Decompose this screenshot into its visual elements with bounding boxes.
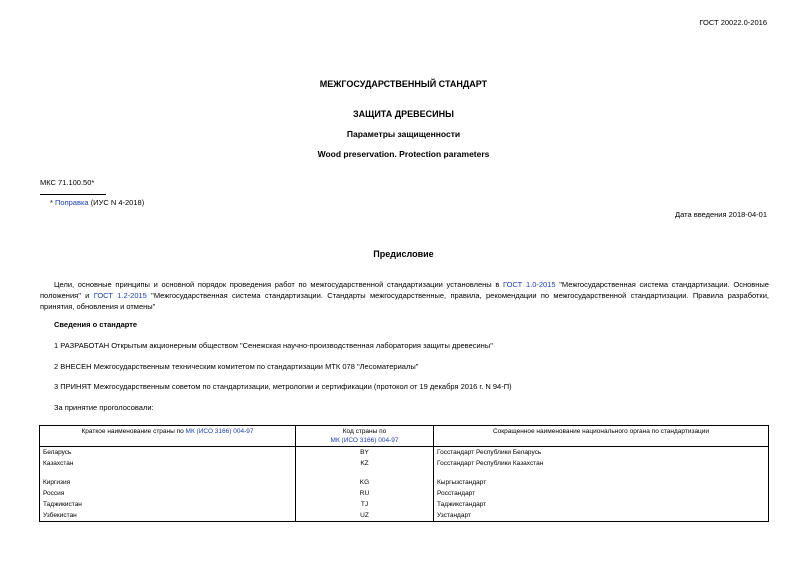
amendment-source: (ИУС N 4-2018): [90, 198, 145, 207]
adopted-by-item: 3 ПРИНЯТ Межгосударственным советом по стандартизации, метрологии и сертификации (протокол от 19 декабря 2016 г. N 94-П): [54, 382, 512, 391]
mk-iso-link[interactable]: МК (ИСО 3166) 004-97: [330, 437, 399, 444]
preface-heading: Предисловие: [373, 249, 434, 259]
code-cell: RU: [296, 488, 434, 499]
country-cell: Узбекистан: [40, 510, 296, 522]
code-cell: KZ: [296, 458, 434, 469]
standards-body-cell: Госстандарт Республики Казахстан: [434, 458, 769, 469]
voted-label: За принятие проголосовали:: [54, 403, 154, 412]
code-cell: UZ: [296, 510, 434, 522]
country-cell: Россия: [40, 488, 296, 499]
mks-code: МКС 71.100.50*: [40, 178, 95, 187]
standard-english-title: Wood preservation. Protection parameters: [317, 149, 490, 159]
standard-subtitle: Параметры защищенности: [346, 129, 461, 139]
table-spacer-row: [40, 469, 769, 477]
standard-title: ЗАЩИТА ДРЕВЕСИНЫ: [353, 109, 454, 119]
standard-type-heading: МЕЖГОСУДАРСТВЕННЫЙ СТАНДАРТ: [319, 79, 488, 89]
standards-body-cell: Кыргызстандарт: [434, 477, 769, 488]
developed-by-item: 1 РАЗРАБОТАН Открытым акционерным обществом "Сенежская научно-производственная лаборатория защиты древесины": [54, 341, 493, 350]
country-header-text: Краткое наименование страны по: [81, 428, 186, 435]
standards-body-cell: Таджикстандарт: [434, 499, 769, 510]
amendment-link[interactable]: Поправка: [55, 198, 89, 207]
country-name-header: [40, 426, 296, 447]
country-cell: Таджикистан: [40, 499, 296, 510]
about-standard-heading: Сведения о стандарте: [54, 320, 138, 329]
country-code-header: [296, 426, 434, 447]
country-cell: Киргизия: [40, 477, 296, 488]
standards-body-header: Сокращенное наименование национального органа по стандартизации: [434, 426, 769, 447]
submitted-by-item: 2 ВНЕСЕН Межгосударственным техническим комитетом по стандартизации МТК 078 "Лесоматериалы": [54, 362, 419, 371]
code-header-text: Код страны по: [342, 428, 387, 435]
footnote-divider: [40, 194, 106, 195]
code-cell: BY: [296, 447, 434, 459]
preface-paragraph: [40, 279, 769, 312]
preface-text-c: "Межгосударственная система стандартизации. Стандарты межгосударственные, правила, рекомендации по межгосударственной стандартизации. Правила разработки, принятия, обновления и отмены": [40, 291, 769, 311]
amendment-note: [50, 198, 144, 207]
code-cell: KG: [296, 477, 434, 488]
mk-iso-link[interactable]: МК (ИСО 3166) 004-97: [185, 428, 254, 435]
voting-countries-table: [39, 425, 769, 522]
gost-1-2-link[interactable]: ГОСТ 1.2-2015: [93, 291, 147, 300]
country-cell: Беларусь: [40, 447, 296, 459]
table-row: [40, 458, 769, 469]
table-row: [40, 447, 769, 459]
preface-text-a: Цели, основные принципы и основной порядок проведения работ по межгосударственной стандартизации установлены в: [54, 280, 504, 289]
preface-text-b: "Межгосударственная система стандартизации. Основные положения" и: [40, 280, 769, 300]
table-row: [40, 488, 769, 499]
introduction-date: Дата введения 2018-04-01: [675, 210, 767, 219]
document-code: ГОСТ 20022.0-2016: [699, 18, 767, 27]
code-cell: TJ: [296, 499, 434, 510]
amendment-star: *: [50, 198, 53, 207]
standards-body-cell: Узстандарт: [434, 510, 769, 522]
table-row: [40, 499, 769, 510]
table-header-row: [40, 426, 769, 447]
standards-body-cell: Росстандарт: [434, 488, 769, 499]
gost-1-0-link[interactable]: ГОСТ 1.0-2015: [503, 280, 556, 289]
table-row: [40, 510, 769, 522]
country-cell: Казахстан: [40, 458, 296, 469]
standards-body-cell: Госстандарт Республики Беларусь: [434, 447, 769, 459]
table-row: [40, 477, 769, 488]
